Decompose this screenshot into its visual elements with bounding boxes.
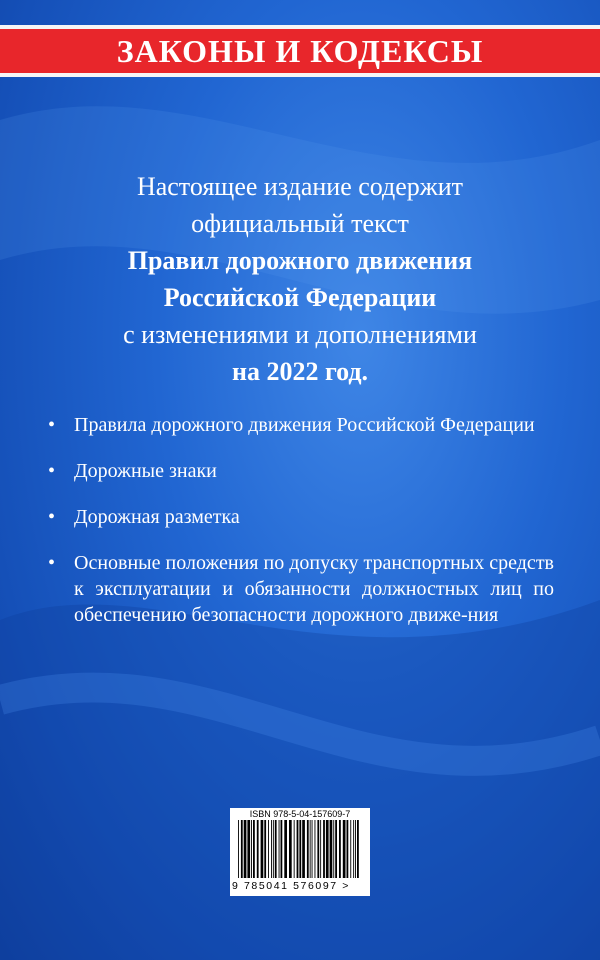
list-item	[48, 412, 554, 438]
barcode-bar	[353, 820, 354, 878]
barcode-bar	[294, 820, 295, 878]
barcode-bar	[244, 820, 247, 878]
barcode-bar	[271, 820, 272, 878]
barcode-digits: 9 785041 576097 >	[232, 880, 350, 892]
barcode-bar	[299, 820, 301, 878]
barcode-bar	[312, 820, 313, 878]
barcode-bar	[330, 820, 333, 878]
barcode-bar	[347, 820, 349, 878]
barcode	[230, 808, 370, 896]
barcode-bar	[343, 820, 346, 878]
isbn-label: ISBN 978-5-04-157609-7	[249, 809, 351, 819]
barcode-bar	[320, 820, 321, 878]
barcode-bar	[333, 820, 334, 878]
barcode-bar	[289, 820, 292, 878]
barcode-bar	[238, 820, 239, 878]
barcode-bar	[264, 820, 266, 878]
intro-text	[40, 168, 560, 390]
list-item-text: Дорожные знаки	[74, 460, 217, 482]
barcode-bar	[281, 820, 283, 878]
barcode-bar	[241, 820, 243, 878]
barcode-bar	[335, 820, 337, 878]
intro-line-3: Правил дорожного движения	[127, 246, 473, 275]
barcode-bar	[268, 820, 269, 878]
barcode-bar	[261, 820, 264, 878]
barcode-bar	[323, 820, 325, 878]
barcode-bar	[253, 820, 255, 878]
list-item-text: Дорожная разметка	[74, 506, 240, 528]
barcode-bars	[238, 820, 362, 878]
barcode-bar	[257, 820, 259, 878]
barcode-bar	[339, 820, 341, 878]
barcode-bar	[275, 820, 277, 878]
list-item-text: Основные положения по допуску транспортных средств к эксплуатации и обязанности должностных лиц по обеспечению безопасности дорожного движе-ния	[74, 552, 554, 626]
barcode-bar	[317, 820, 319, 878]
barcode-bar	[310, 820, 311, 878]
intro-line-4: Российской Федерации	[163, 283, 437, 312]
bullet-marker: •	[48, 506, 56, 528]
barcode-bar	[297, 820, 299, 878]
series-banner	[0, 25, 600, 77]
barcode-bar	[247, 820, 250, 878]
barcode-bar	[355, 820, 356, 878]
intro-line-2: официальный текст	[191, 209, 409, 238]
barcode-bar	[326, 820, 329, 878]
list-item-text: Правила дорожного движения Российской Федерации	[74, 414, 535, 436]
contents-list	[48, 412, 554, 648]
barcode-bar	[350, 820, 351, 878]
list-item	[48, 550, 554, 628]
list-item	[48, 504, 554, 530]
series-title: ЗАКОНЫ И КОДЕКСЫ	[116, 32, 484, 69]
barcode-bar	[357, 820, 359, 878]
barcode-bar	[251, 820, 252, 878]
barcode-bar	[315, 820, 316, 878]
barcode-bar	[279, 820, 280, 878]
barcode-bar	[302, 820, 305, 878]
bullet-marker: •	[48, 414, 56, 436]
bullet-marker: •	[48, 460, 56, 482]
intro-line-6: на 2022 год.	[231, 357, 369, 386]
intro-line-1: Настоящее издание содержит	[136, 172, 464, 201]
barcode-bar	[284, 820, 287, 878]
bullet-marker: •	[48, 552, 56, 574]
list-item	[48, 458, 554, 484]
barcode-bar	[307, 820, 309, 878]
barcode-bar	[273, 820, 274, 878]
intro-line-5: с изменениями и дополнениями	[123, 320, 477, 349]
